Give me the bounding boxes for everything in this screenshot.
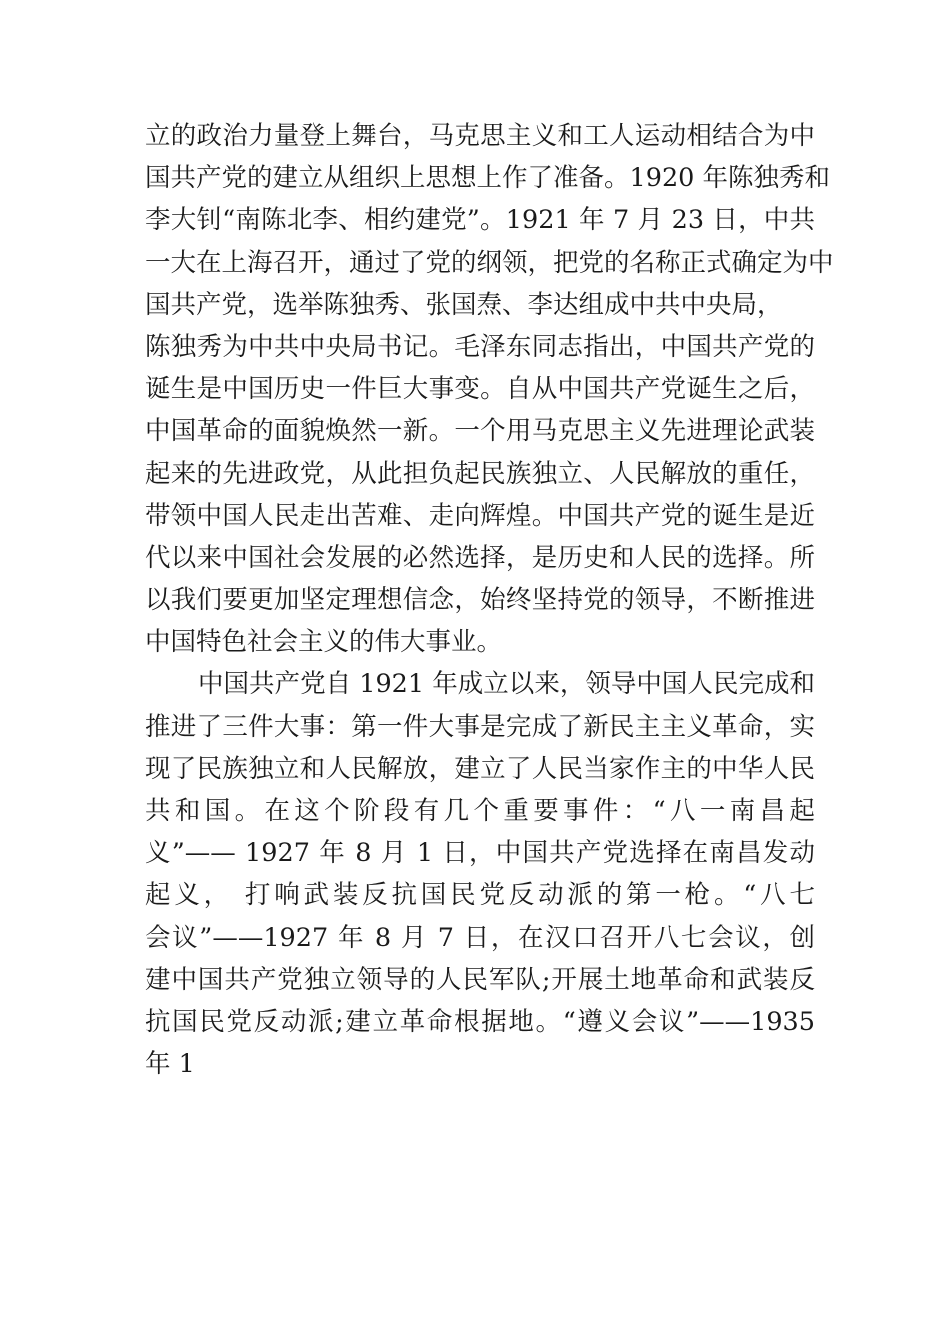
body-text xyxy=(145,115,834,1085)
paragraph-line: 中国共产党自 1921 年成立以来，领导中国人民完成和 xyxy=(198,669,815,700)
paragraph-line: 起义， 打响武装反抗国民党反动派的第一枪。“八七 xyxy=(145,880,815,911)
paragraph-line: 抗国民党反动派;建立革命根据地。“遵义会议”——1935 xyxy=(145,1006,815,1037)
paragraph-line: 以我们要更加坚定理想信念，始终坚持党的领导，不断推进 xyxy=(145,585,815,616)
paragraph-line: 一大在上海召开，通过了党的纲领，把党的名称正式确定为中 xyxy=(145,247,834,278)
paragraph-line: 立的政治力量登上舞台，马克思主义和工人运动相结合为中 xyxy=(145,121,815,151)
paragraph-line: 国共产党，选举陈独秀、张国焘、李达组成中共中央局， xyxy=(145,289,783,320)
paragraph-line: 李大钊“南陈北李、相约建党”。1921 年 7 月 23 日，中共 xyxy=(145,205,815,236)
paragraph-line: 会议”——1927 年 8 月 7 日，在汉口召开八七会议，创 xyxy=(145,922,815,953)
paragraph-line: 义”—— 1927 年 8 月 1 日，中国共产党选择在南昌发动 xyxy=(145,838,815,869)
paragraph-line: 中国革命的面貌焕然一新。一个用马克思主义先进理论武装 xyxy=(145,416,815,447)
paragraph-line: 代以来中国社会发展的必然选择，是历史和人民的选择。所 xyxy=(145,542,815,573)
paragraph-line: 建中国共产党独立领导的人民军队;开展土地革命和武装反 xyxy=(145,964,815,995)
paragraph-line: 诞生是中国历史一件巨大事变。自从中国共产党诞生之后， xyxy=(145,374,815,405)
paragraph-line: 年 1 xyxy=(145,1049,195,1080)
paragraph-line: 起来的先进政党，从此担负起民族独立、人民解放的重任， xyxy=(145,458,815,489)
paragraph-line: 陈独秀为中共中央局书记。毛泽东同志指出，中国共产党的 xyxy=(145,331,815,362)
paragraph-line: 中国特色社会主义的伟大事业。 xyxy=(145,627,503,658)
paragraph-1 xyxy=(145,115,834,663)
paragraph-line: 推进了三件大事：第一件大事是完成了新民主主义革命，实 xyxy=(145,711,815,742)
paragraph-line: 国共产党的建立从组织上思想上作了准备。1920 年陈独秀和 xyxy=(145,163,831,194)
paragraph-line: 现了民族独立和人民解放，建立了人民当家作主的中华人民 xyxy=(145,753,815,784)
paragraph-line: 共和国。在这个阶段有几个重要事件：“八一南昌起 xyxy=(145,796,815,826)
paragraph-line: 带领中国人民走出苦难、走向辉煌。中国共产党的诞生是近 xyxy=(145,500,815,531)
paragraph-2 xyxy=(145,663,815,1085)
